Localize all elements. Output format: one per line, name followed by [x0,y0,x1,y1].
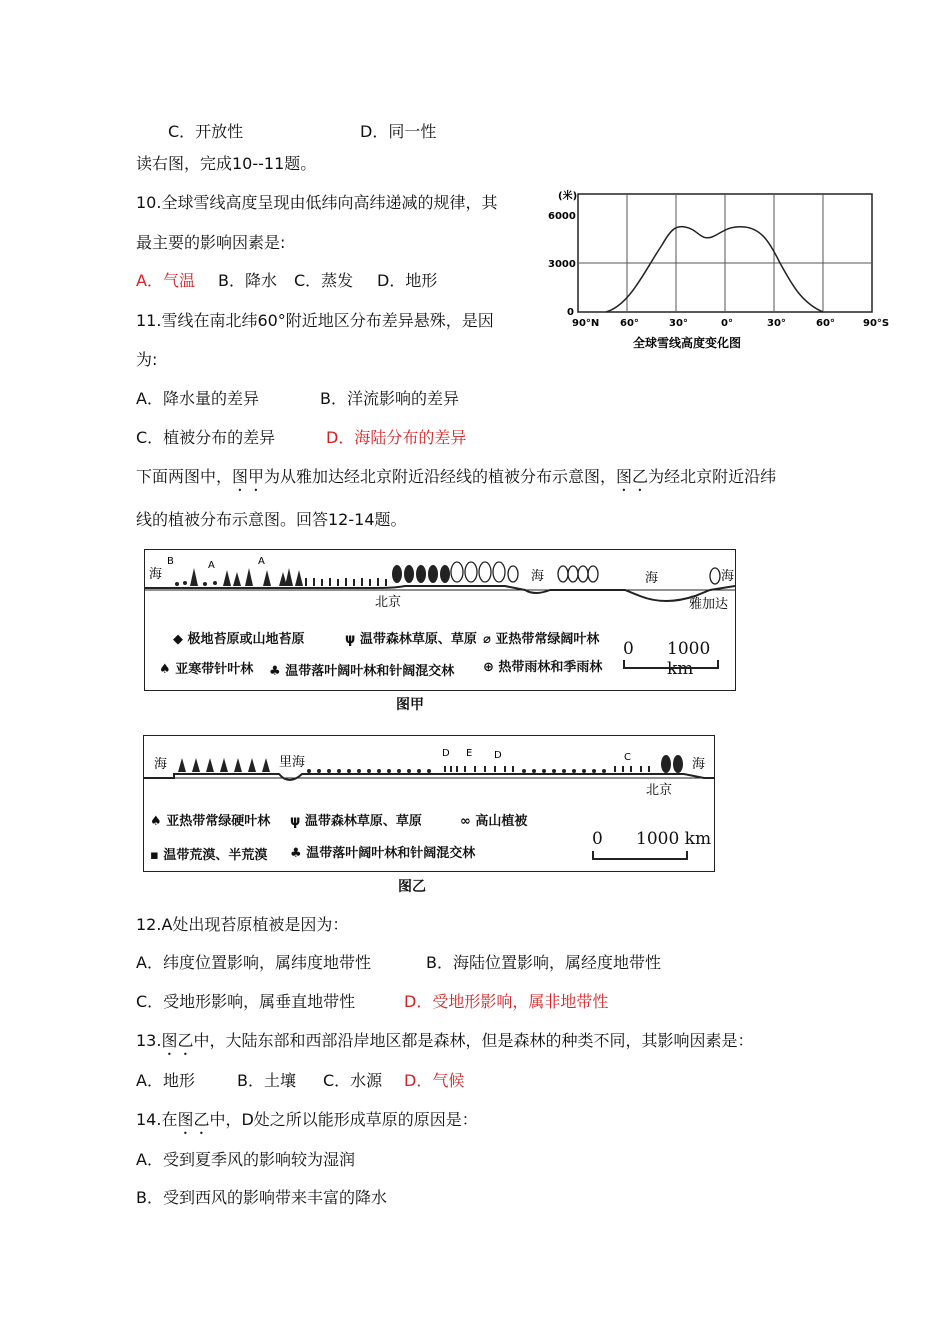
fig-a-sea-left: 海 [149,567,163,582]
fig-a-legend-tundra-label: 极地苔原或山地苔原 [187,632,305,647]
option-d-prev: D．同一性 [360,122,437,141]
fig-b-legend-deciduous-label: 温带落叶阔叶林和针阔混交林 [306,846,476,861]
snowline-curve [606,227,823,312]
x-tick-60n: 60° [620,318,639,329]
q14-fig-ref: 图乙 [177,1110,210,1129]
intro-fig-a-ref: 图甲 [232,467,265,486]
fig-a-legend-taiga-label: 亚寒带针叶林 [175,662,254,677]
chart-caption: 全球雪线高度变化图 [633,336,742,350]
x-tick-90n: 90°N [572,318,600,329]
q14-stem-3: 中，D处之所以能形成草原的原因是： [209,1110,478,1129]
x-tick-0: 0° [721,318,733,329]
intro-text-5: 为经北京附近沿纬 [648,467,777,486]
q12-option-b: B．海陆位置影响，属经度地带性 [426,953,661,972]
figure-b-caption: 图乙 [398,879,426,895]
fig-b-legend-alpine-label: 高山植被 [475,814,528,829]
q10-option-c: C．蒸发 [294,271,354,290]
fig-a-legend-tundra: ◆ 极地苔原或山地苔原 [173,632,305,647]
q13-option-b: B．土壤 [237,1071,296,1090]
q13-stem [136,1030,753,1059]
snowline-chart [540,185,900,355]
fig-b-beijing: 北京 [646,783,673,798]
fig-a-label-a2: A [258,556,265,567]
q12-option-a: A．纬度位置影响，属纬度地带性 [136,953,371,972]
fig-b-legend-alpine: ∞ 高山植被 [460,814,528,829]
q11-option-c: C．植被分布的差异 [136,428,276,447]
fig-b-legend-sclerophyll: ♠ 亚热带常绿硬叶林 [150,814,271,829]
fig-a-legend-deciduous: ♣ 温带落叶阔叶林和针阔混交林 [269,664,455,679]
figure-a-profile [145,550,735,620]
q13-option-a: A．地形 [136,1071,195,1090]
figure-a [144,549,736,691]
fig-a-sea-mid: 海 [531,569,545,584]
fig-a-scale-bar [623,660,723,670]
fig-a-legend-evergreen-label: 亚热带常绿阔叶林 [495,632,600,647]
q14-stem-1: 14.在 [136,1110,178,1129]
fig-a-label-b: B [167,556,174,567]
q10-option-b: B．降水 [218,271,277,290]
fig-b-label-d1: D [442,748,450,759]
q13-option-d: D．气候 [404,1071,465,1090]
fig-a-legend-taiga: ♠ 亚寒带针叶林 [159,662,254,677]
intro-text-3: 为从雅加达经北京附近沿经线的植被分布示意图， [264,467,617,486]
fig-a-legend-evergreen: ⌀ 亚热带常绿阔叶林 [483,632,600,647]
q10-stem-2: 最主要的影响因素是: [136,233,286,252]
fig-b-sea-left: 海 [154,757,168,772]
x-tick-60s: 60° [816,318,835,329]
fig-b-scale-label: 1000 km [636,829,712,849]
fig-b-sea-right: 海 [692,757,706,772]
q14-option-b: B．受到西风的影响带来丰富的降水 [136,1188,387,1207]
q10-option-a: A．气温 [136,271,195,290]
q13-stem-3: 中，大陆东部和西部沿岸地区都是森林，但是森林的种类不同，其影响因素是： [193,1031,754,1050]
x-tick-90s: 90°S [863,318,890,329]
chart-unit: (米) [558,191,578,202]
intro-figures-1 [136,466,776,495]
fig-b-legend-deciduous: ♣ 温带落叶阔叶林和针阔混交林 [290,846,476,861]
fig-b-label-c: C [624,752,631,763]
fig-b-legend-steppe: ψ 温带森林草原、草原 [290,814,422,829]
fig-a-legend-rainforest-label: 热带雨林和季雨林 [498,660,603,675]
q11-option-d: D．海陆分布的差异 [326,428,467,447]
fig-a-jakarta: 雅加达 [689,597,729,612]
q10-stem-1: 10.全球雪线高度呈现由低纬向高纬递减的规律，其 [136,193,498,212]
fig-a-scale-zero: 0 [623,639,634,659]
q12-option-c: C．受地形影响，属垂直地带性 [136,992,356,1011]
option-c-prev: C．开放性 [168,122,244,141]
q10-option-d: D．地形 [377,271,438,290]
q13-stem-1: 13. [136,1031,162,1050]
fig-a-legend-rainforest: ⊕ 热带雨林和季雨林 [483,660,603,675]
q14-option-a: A．受到夏季风的影响较为湿润 [136,1150,355,1169]
q12-stem: 12.A处出现苔原植被是因为： [136,915,349,934]
figure-a-caption: 图甲 [396,697,424,713]
fig-a-legend-deciduous-label: 温带落叶阔叶林和针阔混交林 [285,664,455,679]
fig-b-scale-bar [592,851,692,861]
fig-b-legend-desert: ▪ 温带荒漠、半荒漠 [150,848,268,863]
y-tick-6000: 6000 [548,211,576,222]
y-tick-3000: 3000 [548,259,576,270]
fig-a-legend-steppe-label: 温带森林草原、草原 [359,632,477,647]
intro-text-1: 下面两图中， [136,467,233,486]
fig-a-sea-mid2: 海 [645,571,659,586]
q13-fig-ref: 图乙 [161,1031,194,1050]
fig-a-legend-steppe: ψ 温带森林草原、草原 [345,632,477,647]
q11-option-a: A．降水量的差异 [136,389,259,408]
fig-b-caspian: 里海 [279,755,306,770]
fig-b-scale-zero: 0 [592,829,603,849]
intro-fig-b-ref: 图乙 [616,467,649,486]
q11-stem-1: 11.雪线在南北纬60°附近地区分布差异悬殊，是因 [136,311,494,330]
x-tick-30n: 30° [669,318,688,329]
fig-a-beijing: 北京 [375,595,402,610]
intro-right: 读右图，完成10--11题。 [136,154,317,173]
intro-figures-2: 线的植被分布示意图。回答12-14题。 [136,510,407,529]
q11-option-b: B．洋流影响的差异 [320,389,459,408]
fig-a-label-a1: A [208,560,215,571]
fig-b-legend-steppe-label: 温带森林草原、草原 [304,814,422,829]
fig-a-scale-label: 1000 km [667,639,711,679]
q11-stem-2: 为: [136,350,158,369]
fig-a-sea-right: 海 [721,569,735,584]
figure-b-profile [144,736,714,798]
q12-option-d: D．受地形影响，属非地带性 [404,992,609,1011]
fig-b-label-e: E [466,748,473,759]
figure-b [143,735,715,872]
fig-b-label-d2: D [494,750,502,761]
y-tick-0: 0 [567,307,574,318]
q14-stem [136,1109,478,1138]
q13-option-c: C．水源 [323,1071,383,1090]
fig-b-legend-sclerophyll-label: 亚热带常绿硬叶林 [166,814,271,829]
x-tick-30s: 30° [767,318,786,329]
fig-b-legend-desert-label: 温带荒漠、半荒漠 [163,848,268,863]
